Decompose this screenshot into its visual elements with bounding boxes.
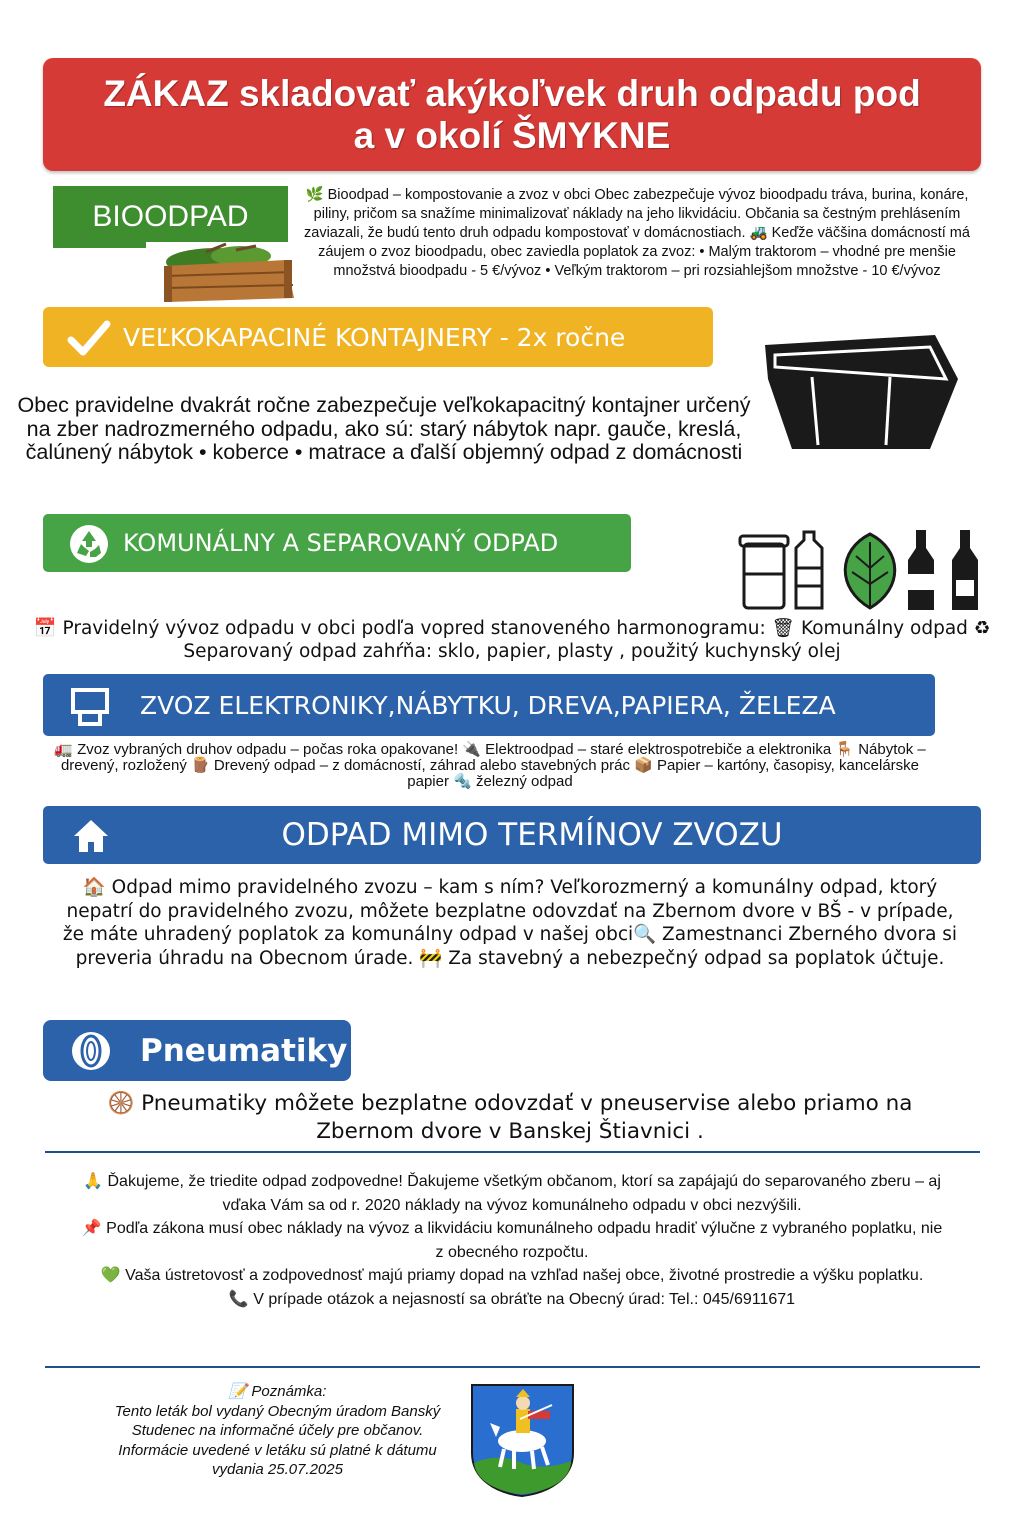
containers-description: Obec pravidelne dvakrát ročne zabezpečuje veľkokapacitný kontajner určený na zber nadrozmerného odpadu, ako sú: starý nábytok napr. gauče, kreslá, čalúnený nábytok • koberce • matrace a ďalší objemný odpad z domácnosti [17,393,751,464]
impact-paragraph: 💚 Vaša ústretovosť a zodpovednosť majú priamy dopad na vzhľad našej obce, životné prostredie a výšku poplatku. [100,1267,924,1284]
thanks-paragraph: 🙏 Ďakujeme, že triedite odpad zodpovedne! Ďakujeme všetkým občanom, ktorí sa zapájajú do separovaného zberu – aj vďaka Vám sa od r. 2020 náklady na vývoz komunálneho odpadu v obci nezvýšili. [83,1173,941,1214]
waste-containers-icons [738,528,983,612]
containers-title: VEĽKOKAPACINÉ KONTAJNERY - 2x ročne [123,322,626,352]
separated-banner [43,514,631,572]
note-block [110,1382,445,1480]
divider-bottom [45,1366,980,1368]
monitor-icon [70,686,110,726]
bio-label: BIOODPAD [53,186,288,248]
note-text: Tento leták bol vydaný Obecným úradom Banský Studenec na informačné účely pre občanov. Informácie uvedené v letáku sú platné k dátumu vydania 25.07.2025 [114,1402,441,1478]
tires-title: Pneumatiky [140,1032,348,1069]
tires-description: 🛞 Pneumatiky môžete bezplatne odovzdať v pneuservise alebo priamo na Zbernom dvore v Banskej Štiavnici . [107,1091,913,1144]
outside-collection-title: ODPAD MIMO TERMÍNOV ZVOZU [281,817,783,853]
bio-description: 🌿 Bioodpad – kompostovanie a zvoz v obci Obec zabezpečuje vývoz bioodpadu tráva, burina, konáre, piliny, pričom sa snažíme minimalizovať náklady na jeho likvidáciu. Občania sa čestným prehlásením zaviazali, že budú tento druh odpadu kompostovať v domácnostiach. 🚜 Keďže väčšina domácností má záujem o zvoz bioodpadu, obec zaviedla poplatok za zvoz: • Malým traktorom – vhodné pre menšie množstvá bioodpadu - 5 €/vývoz • Veľkým traktorom – pri rozsiahlejšom množstve - 10 €/vývoz [304,187,970,279]
separated-title: KOMUNÁLNY A SEPAROVANÝ ODPAD [123,529,559,557]
container-icon [760,327,960,452]
recycle-icon [68,523,110,565]
electronics-title: ZVOZ ELEKTRONIKY,NÁBYTKU, DREVA,PAPIERA, ŽELEZA [140,690,836,720]
compost-box-icon [146,242,301,304]
outside-collection-banner [43,806,981,864]
house-icon [72,818,110,854]
containers-banner [43,307,713,367]
coat-of-arms [470,1383,575,1498]
thanks-block [80,1170,944,1311]
check-icon [67,318,111,358]
electronics-banner [43,674,935,736]
electronics-description: 🚛 Zvoz vybraných druhov odpadu – počas roka opakovane! 🔌 Elektroodpad – staré elektrospotrebiče a elektronika 🪑 Nábytok – drevený, rozložený 🪵 Drevený odpad – z domácností, záhrad alebo stavebných prác 📦 Papier – kartóny, časopisy, kancelárske papier 🔩 železný odpad [54,741,926,790]
law-paragraph: 📌 Podľa zákona musí obec náklady na vývoz a likvidáciu komunálneho odpadu hradiť výlučne z vybraného poplatku, nie z obecného rozpočtu. [81,1220,943,1261]
contact-paragraph: 📞 V prípade otázok a nejasností sa obráťte na Obecný úrad: Tel.: 045/6911671 [228,1290,796,1308]
title-line-2: a v okolí ŠMYKNE [353,114,671,156]
note-title: 📝 Poznámka: [228,1383,327,1400]
title-line-1: ZÁKAZ skladovať akýkoľvek druh odpadu pod [103,72,921,114]
tire-icon [70,1030,112,1072]
divider-top [45,1151,980,1153]
outside-collection-description: 🏠 Odpad mimo pravidelného zvozu – kam s ním? Veľkorozmerný a komunálny odpad, ktorý nepatrí do pravidelného zvozu, môžete bezplatne odovzdať na Zbernom dvore v BŠ - v prípade, že máte uhradený poplatok za komunálny odpad v našej obci🔍 Zamestnanci Zberného dvora si preveria úhradu na Obecnom úrade. 🚧 Za stavebný a nebezpečný odpad sa poplatok účtuje. [62,877,958,969]
collection-description: 📅 Pravidelný vývoz odpadu v obci podľa vopred stanoveného harmonogramu: 🗑 Komunálny odpad ♻ Separovaný odpad zahŕňa: sklo, papier, plasty , použitý kuchynský olej [33,618,991,662]
title-banner [43,58,981,171]
